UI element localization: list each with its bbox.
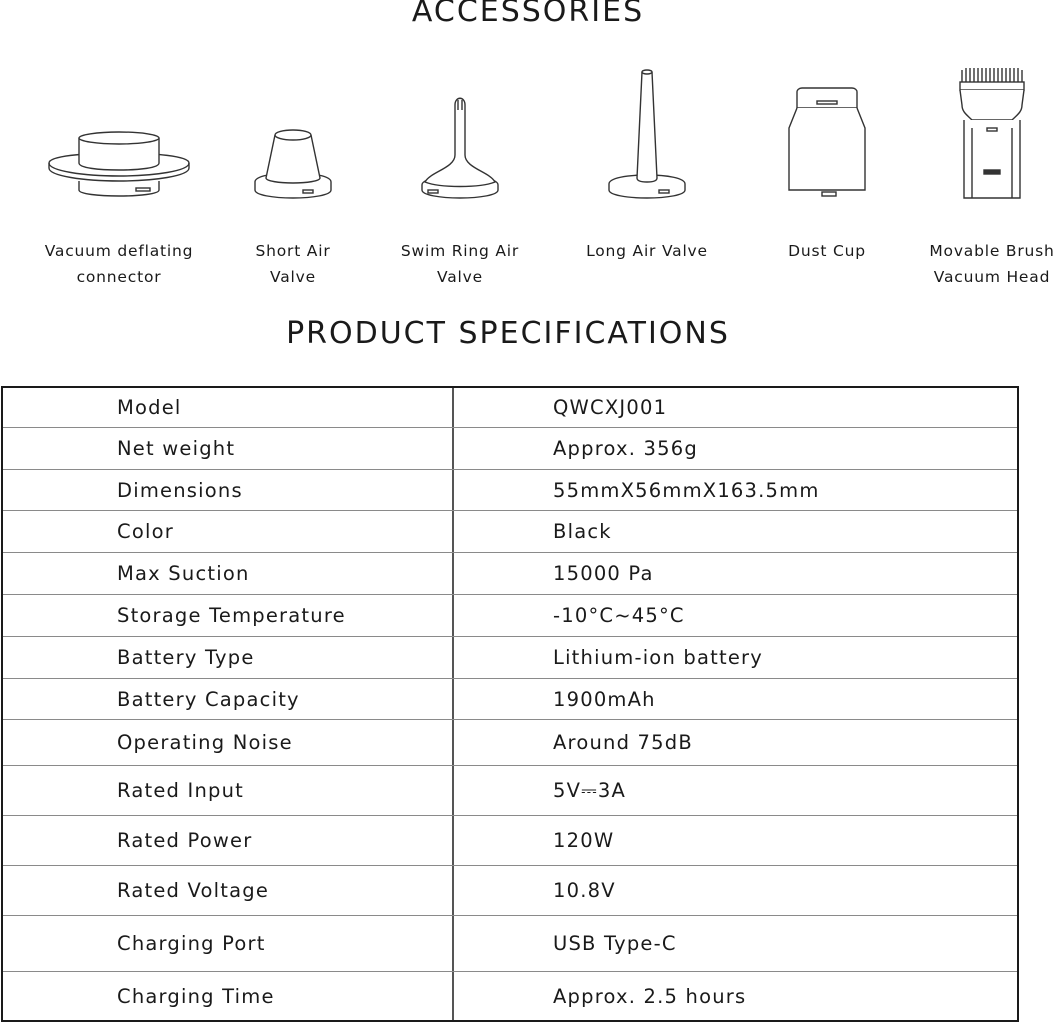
spec-label: Charging Port xyxy=(117,932,266,955)
table-row xyxy=(3,916,1017,972)
table-row xyxy=(3,816,1017,866)
spec-label: Battery Capacity xyxy=(117,687,300,711)
spec-label: Charging Time xyxy=(117,984,275,1008)
table-row xyxy=(3,595,1017,637)
accessory-item xyxy=(390,60,530,300)
table-row xyxy=(3,972,1017,1020)
accessory-label: Movable Brush Vacuum Head xyxy=(929,242,1055,286)
spec-value: Approx. 356g xyxy=(553,437,698,460)
accessories-title: ACCESSORIES xyxy=(411,0,645,29)
long-air-valve-icon xyxy=(607,60,687,210)
accessory-item xyxy=(767,60,887,300)
spec-label: Operating Noise xyxy=(117,731,293,754)
deflating-connector-icon xyxy=(44,60,194,210)
table-row xyxy=(3,511,1017,553)
accessory-item xyxy=(233,60,353,300)
accessory-label: Short Air Valve xyxy=(255,242,331,286)
table-row xyxy=(3,766,1017,816)
spec-label: Rated Voltage xyxy=(117,879,270,902)
spec-value: Black xyxy=(553,520,612,543)
table-row xyxy=(3,720,1017,766)
spec-value: -10°C~45°C xyxy=(553,604,685,627)
spec-label: Dimensions xyxy=(117,478,243,502)
table-row xyxy=(3,470,1017,511)
spec-value: Lithium-ion battery xyxy=(553,646,763,669)
spec-label: Max Suction xyxy=(117,562,250,585)
spec-label: Rated Power xyxy=(117,829,253,852)
dust-cup-icon xyxy=(787,60,867,210)
spec-value: Around 75dB xyxy=(553,731,693,754)
spec-value: 55mmX56mmX163.5mm xyxy=(553,478,820,502)
short-air-valve-icon xyxy=(253,60,333,210)
spec-value: 15000 Pa xyxy=(553,562,654,585)
specifications-title: PRODUCT SPECIFICATIONS xyxy=(286,316,730,351)
spec-label: Model xyxy=(117,396,182,419)
table-row xyxy=(3,679,1017,720)
spec-label: Battery Type xyxy=(117,646,255,669)
spec-value: Approx. 2.5 hours xyxy=(553,984,747,1008)
accessory-item xyxy=(577,60,717,300)
accessory-label: Long Air Valve xyxy=(586,242,708,260)
brush-vacuum-head-icon xyxy=(952,60,1032,210)
spec-value: 1900mAh xyxy=(553,687,656,711)
swim-ring-air-valve-icon xyxy=(420,60,500,210)
accessory-item xyxy=(925,60,1056,300)
spec-value: USB Type-C xyxy=(553,932,677,955)
table-row xyxy=(3,866,1017,916)
table-row xyxy=(3,553,1017,595)
spec-label: Rated Input xyxy=(117,779,244,802)
accessory-label: Vacuum deflating connector xyxy=(44,242,194,286)
spec-label: Color xyxy=(117,520,174,543)
table-row xyxy=(3,388,1017,428)
spec-label: Net weight xyxy=(117,437,236,460)
table-row xyxy=(3,428,1017,470)
spec-value: 5V⎓3A xyxy=(553,779,627,802)
spec-value: 120W xyxy=(553,829,615,852)
table-row xyxy=(3,637,1017,679)
spec-label: Storage Temperature xyxy=(117,604,346,627)
specifications-table xyxy=(1,386,1019,1022)
accessory-item xyxy=(29,60,209,300)
spec-value: 10.8V xyxy=(553,879,616,902)
spec-value: QWCXJ001 xyxy=(553,396,668,419)
accessory-label: Dust Cup xyxy=(788,242,866,260)
accessory-label: Swim Ring Air Valve xyxy=(400,242,520,286)
